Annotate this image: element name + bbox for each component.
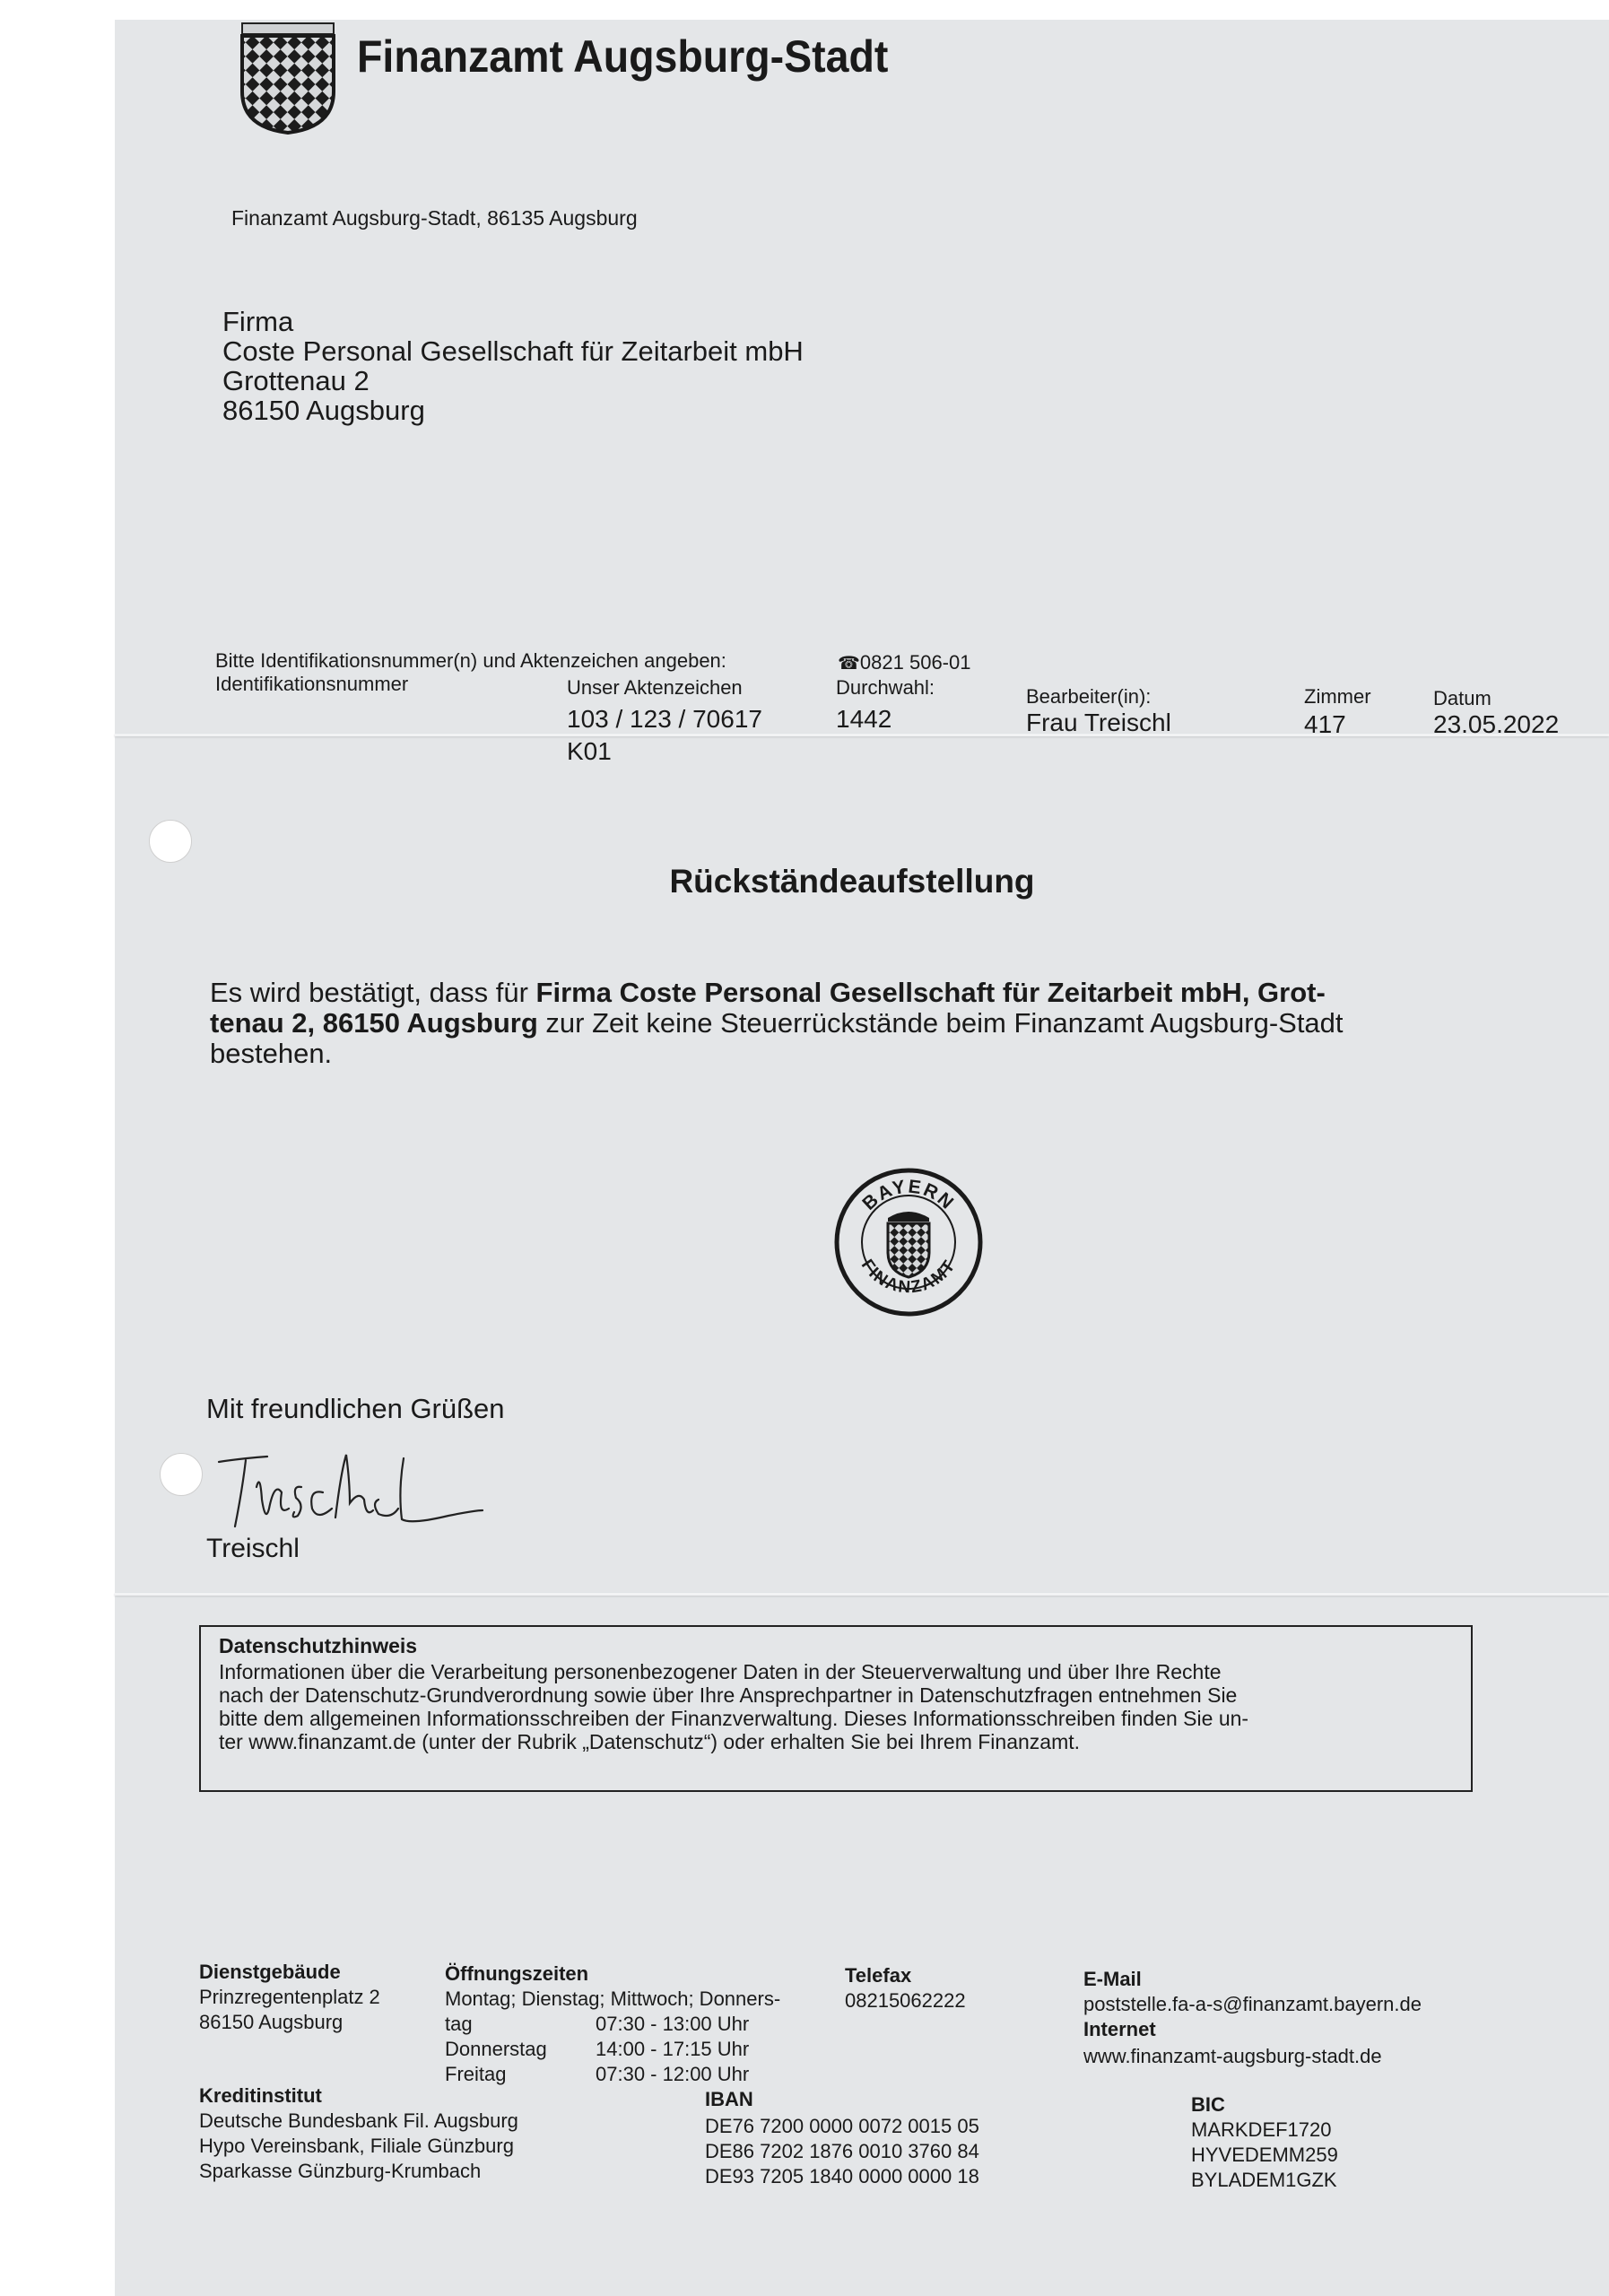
fax-value: 08215062222 [845,1989,966,2012]
telephone-icon: ☎ [838,654,860,674]
hours-time: 14:00 - 17:15 Uhr [596,2038,750,2060]
building-city: 86150 Augsburg [199,2011,344,2033]
hours-days: Montag; Dienstag; Mittwoch; Donners- [445,1987,781,2010]
recipient-address [222,307,804,425]
hours-friday: Freitag [445,2063,507,2085]
room-value: 417 [1304,710,1346,738]
internet-value[interactable]: www.finanzamt-augsburg-stadt.de [1083,2045,1382,2067]
bank-name: Sparkasse Günzburg-Krumbach [199,2160,482,2182]
recipient-line: 86150 Augsburg [222,395,425,426]
file-number: 103 / 123 / 70617 [567,705,762,733]
reference-instruction: Bitte Identifikationsnummer(n) und Aktenzeichen angeben: [215,649,726,672]
iban-value: DE93 7205 1840 0000 0000 18 [705,2165,979,2187]
privacy-text: Informationen über die Verarbeitung personenbezogener Daten in der Steuerverwaltung und über Ihre Rechte nach der Datenschutz-Grundverordnung sowie über Ihre Ansprechpartner in Datenschutzfragen entnehmen Sie bitte dem allgemeinen Informationsschreiben der Finanzverwaltung. Dieses Informationsschreiben finden Sie un- ter www.finanzamt.de (unter der Rubrik „Datenschutz“) oder erhalten Sie bei Ihrem Finanzamt. [219,1660,1249,1753]
room-label: Zimmer [1304,685,1371,708]
letter-body: Es wird bestätigt, dass für Firma Coste Personal Gesellschaft für Zeitarbeit mbH, Grot- tenau 2, 86150 Augsburg zur Zeit keine Steuerrückstände beim Finanzamt Augsburg-Stadt bestehen. [210,977,1344,1069]
fax-label: Telefax [845,1964,912,1987]
bank-name: Hypo Vereinsbank, Filiale Günzburg [199,2135,514,2157]
clerk-label: Bearbeiter(in): [1026,685,1152,708]
hours-thursday: Donnerstag [445,2038,547,2060]
date-label: Datum [1433,687,1492,709]
official-seal-icon [832,1166,985,1318]
bic-value: MARKDEF1720 [1191,2118,1332,2141]
handwritten-signature [215,1446,484,1535]
clerk-value: Frau Treischl [1026,709,1171,736]
fold-line [115,734,1609,736]
file-suffix: K01 [567,737,612,765]
closing-greeting: Mit freundlichen Grüßen [206,1393,505,1424]
iban-value: DE86 7202 1876 0010 3760 84 [705,2140,979,2162]
internet-label: Internet [1083,2018,1156,2040]
recipient-line: Coste Personal Gesellschaft für Zeitarbeit mbH [222,335,804,367]
iban-label: IBAN [705,2088,753,2110]
phone-number: ☎0821 506-01 [838,651,971,674]
extension-label: Durchwahl: [836,676,935,699]
email-value[interactable]: poststelle.fa-a-s@finanzamt.bayern.de [1083,1993,1422,2015]
building-label: Dienstgebäude [199,1961,341,1983]
bank-label: Kreditinstitut [199,2084,322,2107]
hours-time: 07:30 - 13:00 Uhr [596,2013,750,2035]
file-label: Unser Aktenzeichen [567,676,743,699]
building-street: Prinzregentenplatz 2 [199,1986,380,2008]
privacy-notice [199,1625,1473,1792]
hours-days-cont: tag [445,2013,473,2035]
privacy-heading: Datenschutzhinweis [219,1634,418,1657]
id-label: Identifikationsnummer [215,673,409,695]
hours-label: Öffnungszeiten [445,1962,589,1985]
date-value: 23.05.2022 [1433,710,1560,738]
bank-name: Deutsche Bundesbank Fil. Augsburg [199,2109,518,2132]
punch-hole [160,1453,203,1496]
email-label: E-Mail [1083,1968,1142,1990]
bic-value: HYVEDEMM259 [1191,2144,1338,2166]
letter-title: Rückständeaufstellung [669,863,1035,900]
hours-time: 07:30 - 12:00 Uhr [596,2063,750,2085]
sender-line: Finanzamt Augsburg-Stadt, 86135 Augsburg [231,206,638,230]
bic-value: BYLADEM1GZK [1191,2169,1337,2191]
bavarian-coat-of-arms-icon [239,22,337,135]
punch-hole [149,820,192,863]
fold-line [115,1593,1609,1596]
svg-text:BAYERN: BAYERN [858,1176,959,1214]
extension-value: 1442 [836,705,892,733]
recipient-line: Grottenau 2 [222,365,370,396]
signature-name: Treischl [206,1534,300,1563]
bic-label: BIC [1191,2093,1225,2116]
iban-value: DE76 7200 0000 0072 0015 05 [705,2115,979,2137]
recipient-line: Firma [222,306,294,337]
svg-text:FINANZAMT: FINANZAMT [857,1256,961,1298]
agency-name: Finanzamt Augsburg-Stadt [357,31,889,82]
